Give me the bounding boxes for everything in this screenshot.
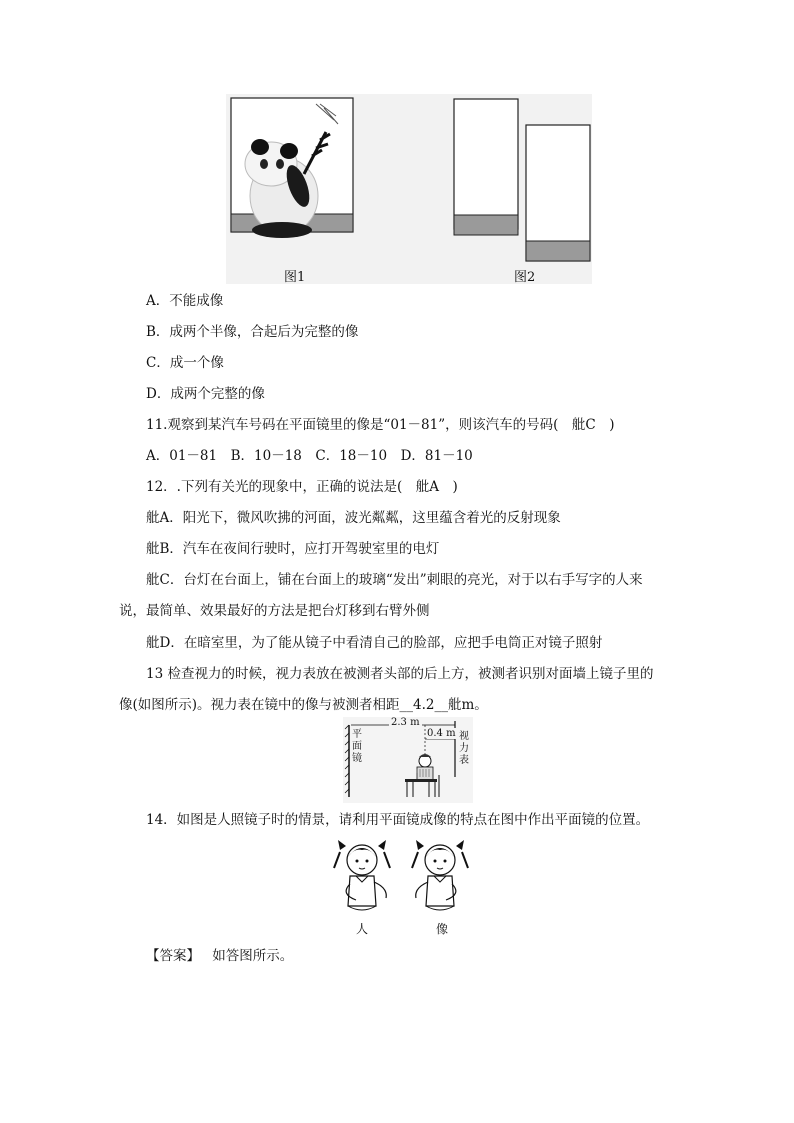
figure-2-caption: 图2 xyxy=(514,270,536,285)
q12-option-c-line2: 说，最简单、效果最好的方法是把台灯移到右臂外侧 xyxy=(119,603,430,619)
q10-option-d: D．成两个完整的像 xyxy=(146,386,265,402)
q12-option-a: 舭A．阳光下，微风吹拂的河面，波光粼粼，这里蕴含着光的反射现象 xyxy=(146,510,561,526)
q11-stem: 11.观察到某汽车号码在平面镜里的像是“01－81”，则该汽车的号码( 舭C ) xyxy=(146,417,615,433)
answer-tag: 【答案】 xyxy=(146,948,200,964)
q13-stem-line1: 13 检查视力的时候，视力表放在被测者头部的后上方，被测者识别对面墙上镜子里的 xyxy=(146,666,654,682)
girls-mirror-drawing xyxy=(326,838,476,922)
q10-option-b: B．成两个半像，合起后为完整的像 xyxy=(146,324,359,340)
figure-1-2 xyxy=(226,94,592,284)
image-label: 像 xyxy=(436,922,449,936)
mirror-label: 平面镜 xyxy=(352,729,362,764)
q10-option-a: A．不能成像 xyxy=(146,293,224,309)
mirror-figures-drawing xyxy=(226,94,592,284)
q11-options: A．01－81 B．10－18 C．18－10 D．81－10 xyxy=(146,448,473,464)
q12-stem: 12．.下列有关光的现象中，正确的说法是( 舭A ) xyxy=(146,479,458,495)
figure-1-caption: 图1 xyxy=(284,270,306,285)
answer-text: 如答图所示。 xyxy=(212,948,294,964)
q12-option-b: 舭B．汽车在夜间行驶时，应打开驾驶室里的电灯 xyxy=(146,541,440,557)
q13-figure xyxy=(343,717,473,803)
q14-stem: 14．如图是人照镜子时的情景，请利用平面镜成像的特点在图中作出平面镜的位置。 xyxy=(146,812,650,828)
answer-line xyxy=(146,946,293,966)
q12-option-d: 舭D．在暗室里，为了能从镜子中看清自己的脸部，应把手电筒正对镜子照射 xyxy=(146,635,603,651)
eye-chart-label: 视力表 xyxy=(459,731,469,766)
girl-reflection-icon xyxy=(412,840,468,910)
distance-total-label: 2.3 m xyxy=(391,717,420,728)
distance-small-label: 0.4 m xyxy=(427,728,456,739)
q10-option-c: C．成一个像 xyxy=(146,355,224,371)
girl-person-icon xyxy=(334,840,390,910)
q12-option-c-line1: 舭C．台灯在台面上，铺在台面上的玻璃“发出”刺眼的亮光，对于以右手写字的人来 xyxy=(146,572,643,588)
person-label: 人 xyxy=(356,922,369,936)
q13-stem-line2: 像(如图所示)。视力表在镜中的像与被测者相距__4.2__舭m。 xyxy=(119,697,488,713)
q14-figure xyxy=(326,838,476,938)
